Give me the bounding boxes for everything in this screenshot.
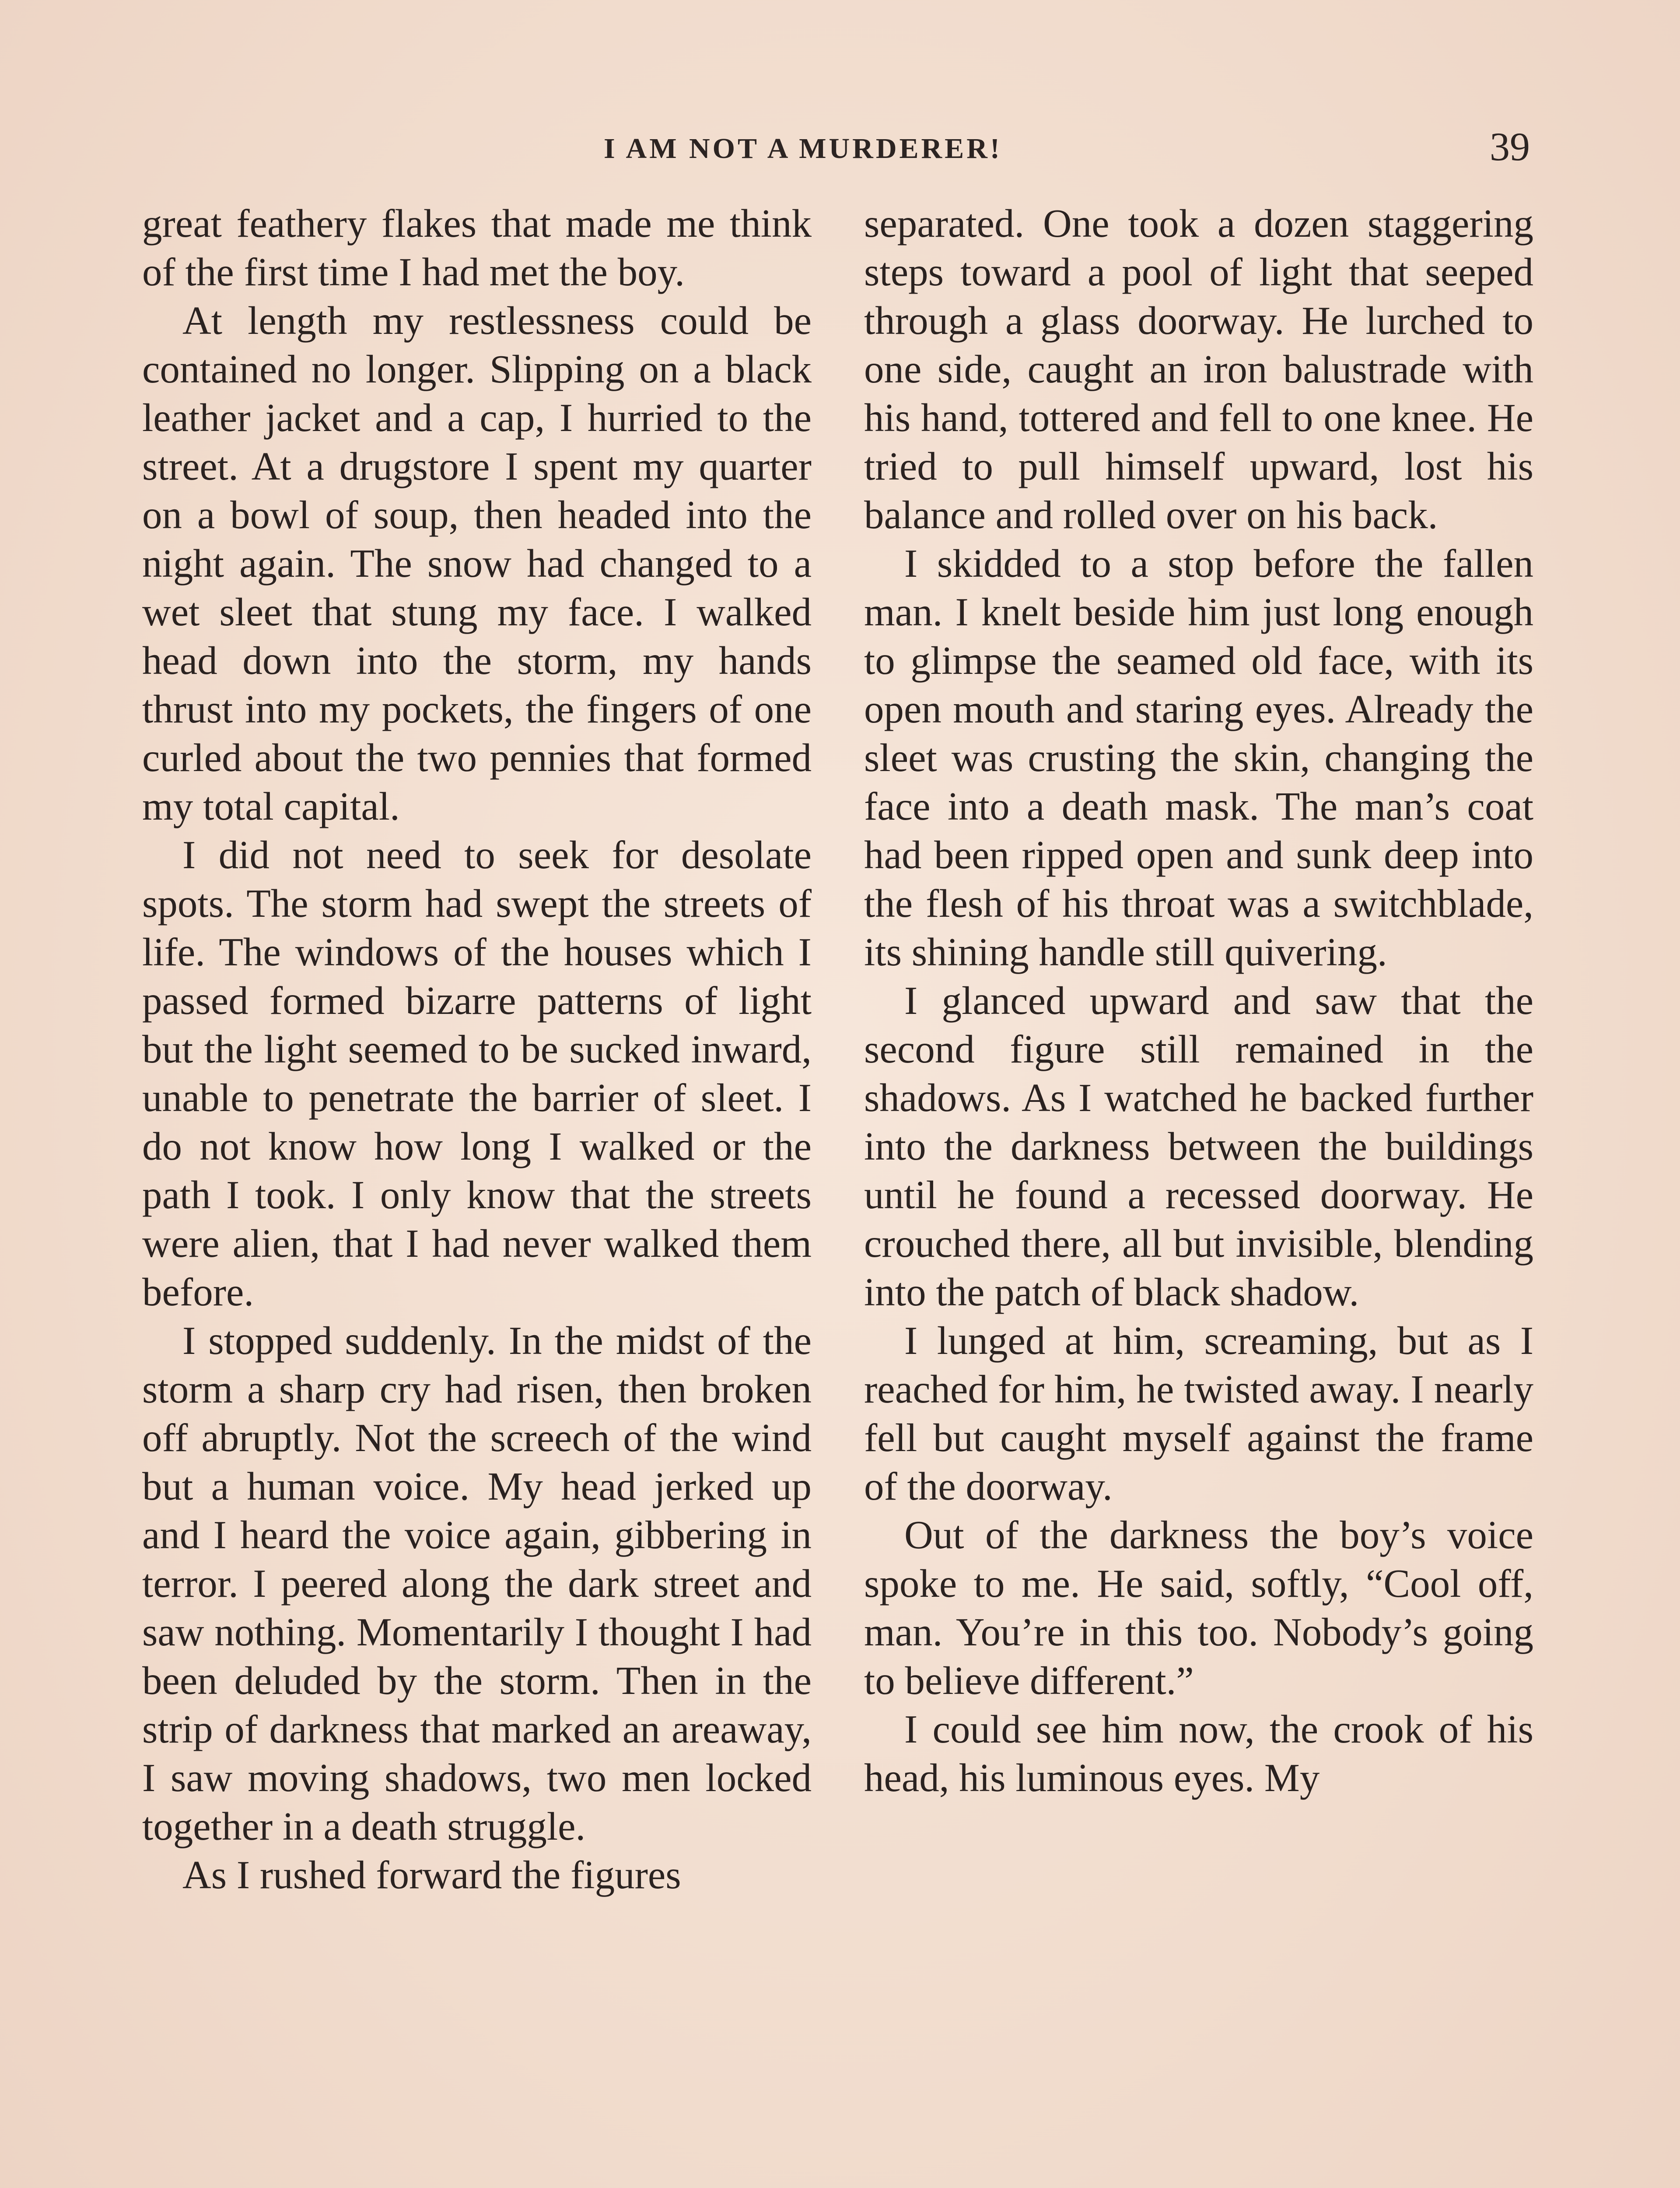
- paragraph: I glanced upward and saw that the second figure still remained in the shadows. As I watched he backed further into the darkness between the buildings until he found a recessed doorway. He crouched there, all but invisible, blending into the patch of black shadow.: [864, 978, 1533, 1314]
- paragraph: As I rushed forward the figures: [182, 1853, 681, 1897]
- paragraph: I skidded to a stop before the fallen man. I knelt beside him just long enough to glimpse the seamed old face, with its open mouth and staring eyes. Already the sleet was crusting the skin, changing the face into a death mask. The man’s coat had been ripped open and sunk deep into the flesh of his throat was a switchblade, its shining handle still quivering.: [864, 541, 1533, 974]
- paragraph: At length my restlessness could be contained no longer. Slipping on a black leather jacket and a cap, I hurried to the street. At a drugstore I spent my quarter on a bowl of soup, then headed into the night again. The snow had changed to a wet sleet that stung my face. I walked head down into the storm, my hands thrust into my pockets, the fingers of one curled about the two pennies that formed my total capital.: [142, 298, 812, 828]
- paragraph: great feathery flakes that made me think of the first time I had met the boy.: [142, 201, 812, 294]
- paragraph: I could see him now, the crook of his head, his luminous eyes. My: [864, 1707, 1533, 1800]
- paragraph: I lunged at him, screaming, but as I reached for him, he twisted away. I nearly fell but caught myself against the frame of the doorway.: [864, 1318, 1533, 1508]
- right-column: [864, 199, 1533, 2188]
- paragraph: separated. One took a dozen staggering steps toward a pool of light that seeped through a glass doorway. He lurched to one side, caught an iron balustrade with his hand, tottered and fell to one knee. He tried to pull himself upward, lost his balance and rolled over on his back.: [864, 201, 1533, 537]
- running-title: I AM NOT A MURDERER!: [604, 133, 1002, 165]
- paragraph: I did not need to seek for desolate spots. The storm had swept the streets of life. The windows of the houses which I passed formed bizarre patterns of light but the light seemed to be sucked inward, unable to penetrate the barrier of sleet. I do not know how long I walked or the path I took. I only know that the streets were alien, that I had never walked them before.: [142, 833, 812, 1314]
- paragraph: Out of the darkness the boy’s voice spoke to me. He said, softly, “Cool off, man. You’re in this too. Nobody’s going to believe different.”: [864, 1513, 1533, 1703]
- paragraph: I stopped suddenly. In the midst of the storm a sharp cry had risen, then broken off abruptly. Not the screech of the wind but a human voice. My head jerked up and I heard the voice again, gibbering in terror. I peered along the dark street and saw nothing. Momentarily I thought I had been deluded by the storm. Then in the strip of darkness that marked an areaway, I saw moving shadows, two men locked together in a death struggle.: [142, 1318, 812, 1848]
- running-head: [0, 124, 1680, 175]
- left-column: [142, 199, 812, 2188]
- page-number: 39: [1490, 124, 1530, 169]
